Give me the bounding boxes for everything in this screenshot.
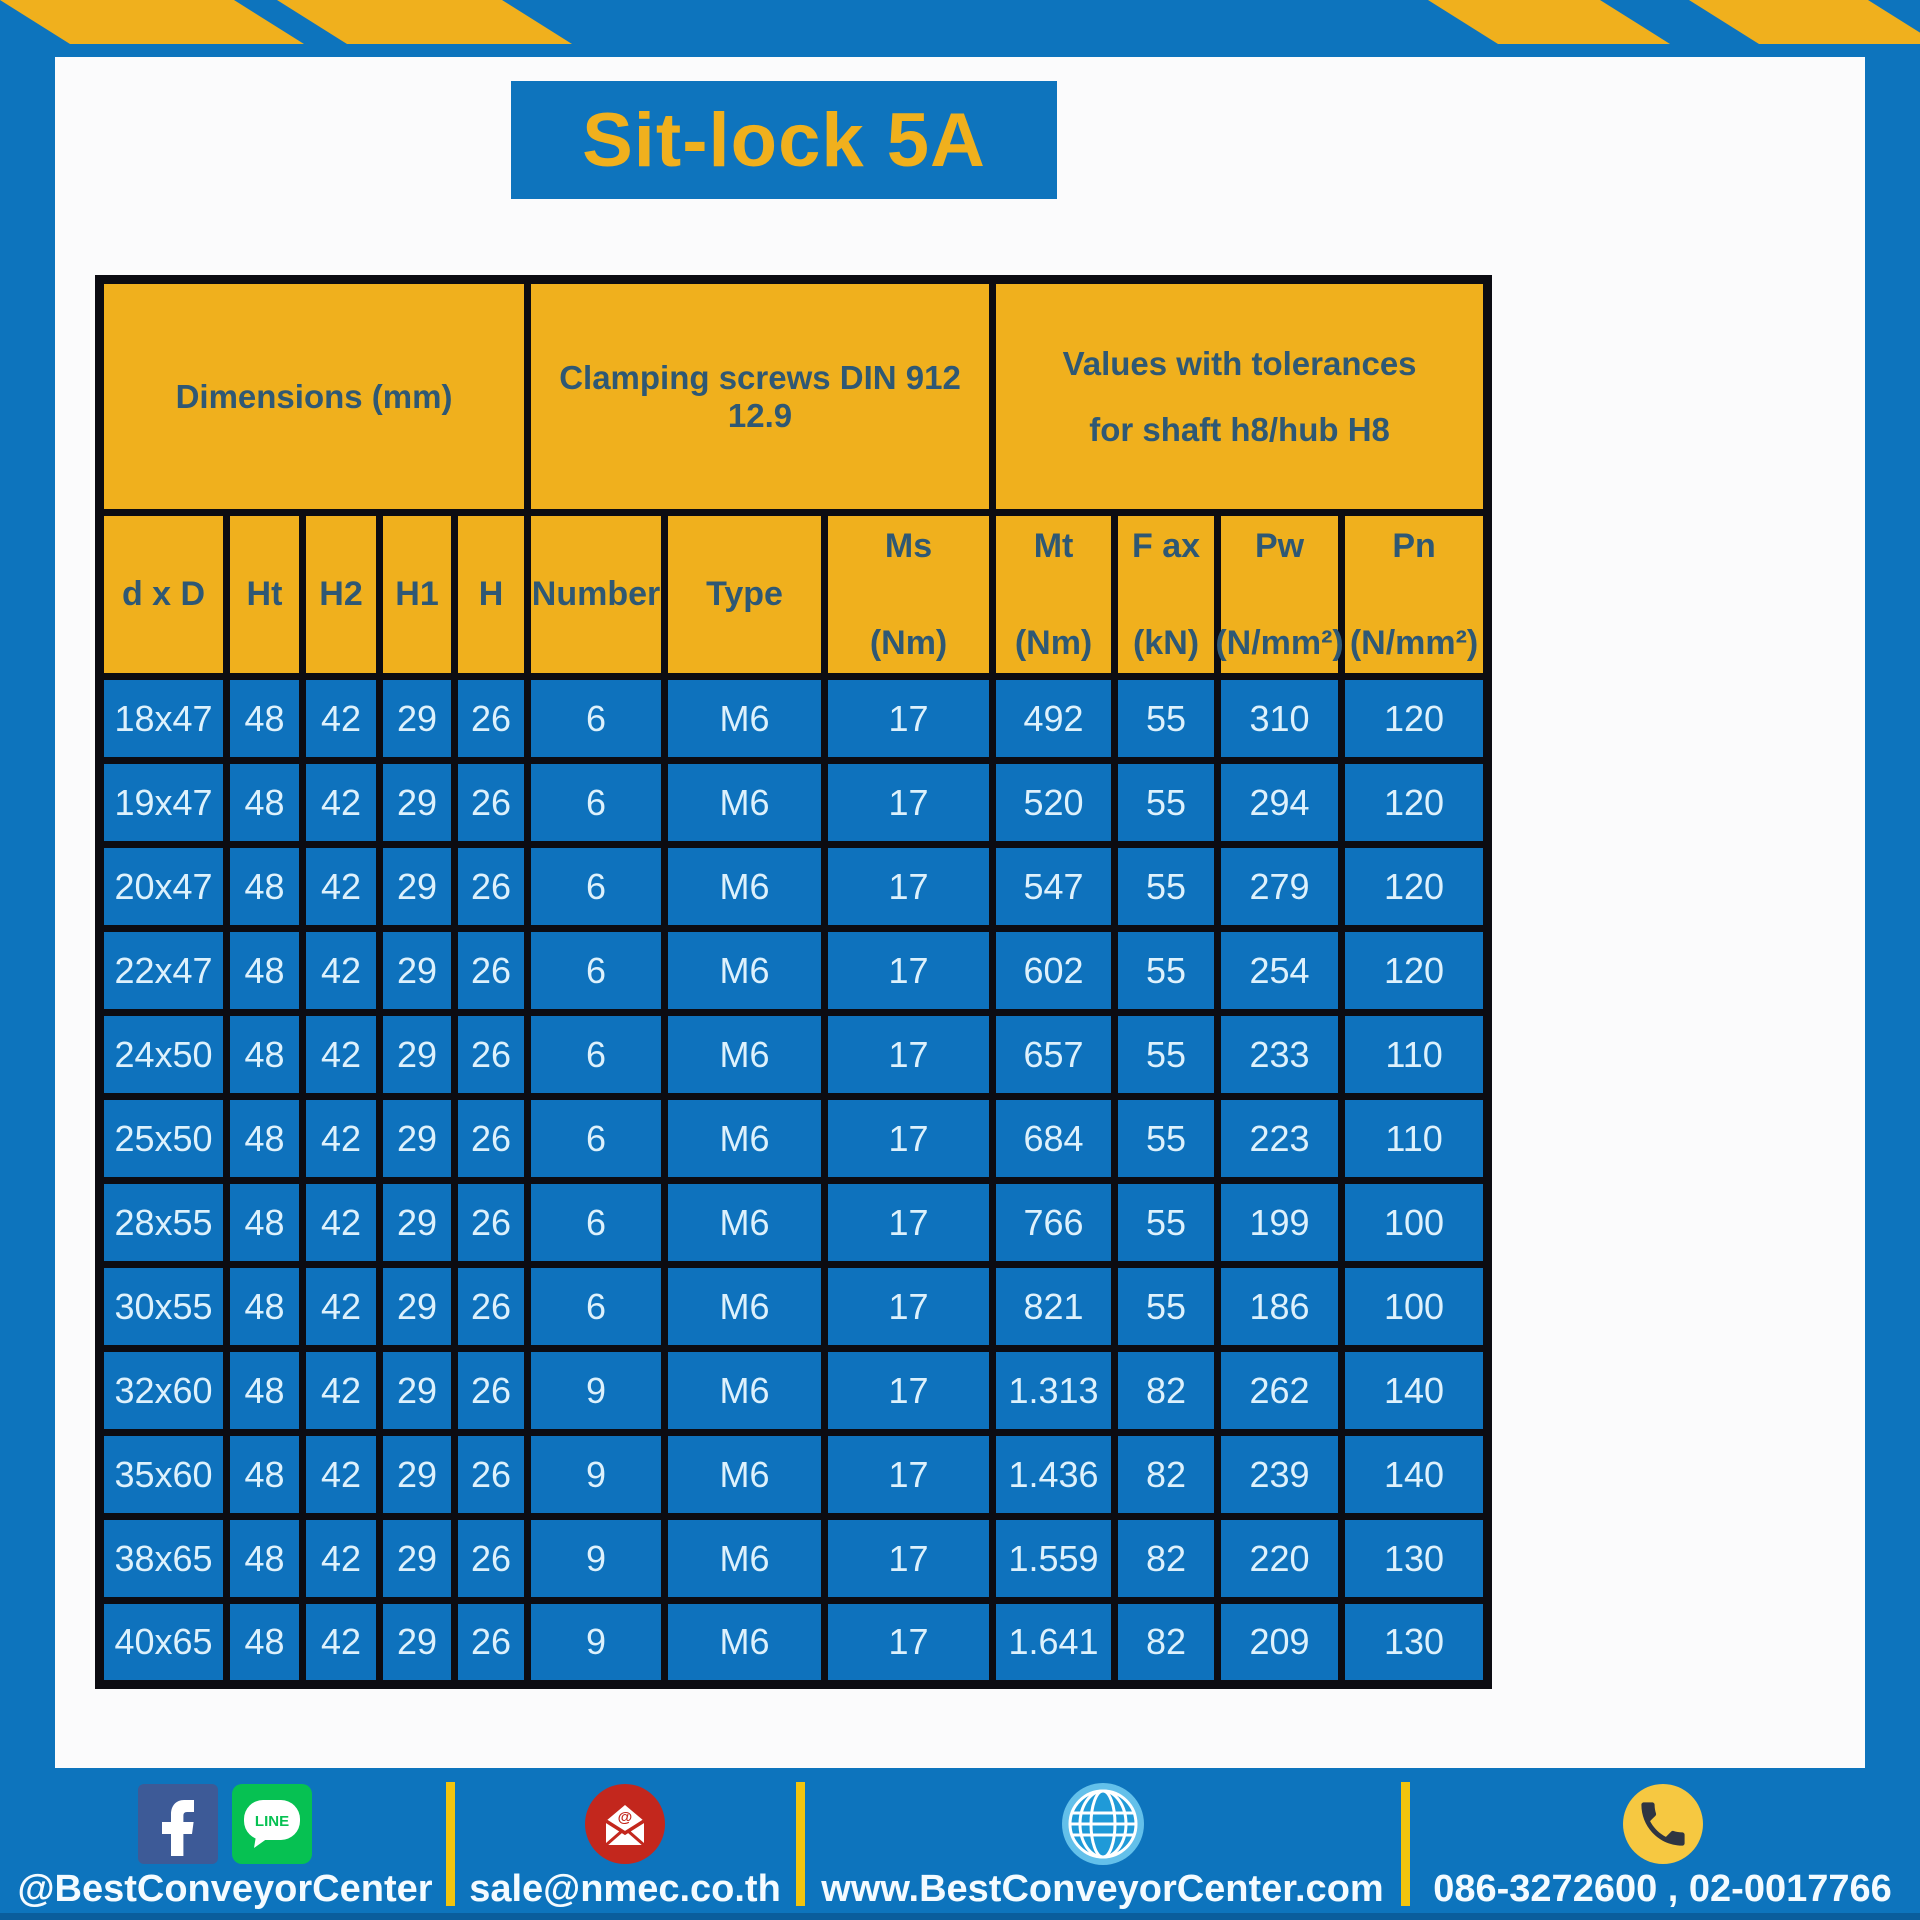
table-cell-mt: 1.313 xyxy=(993,1349,1115,1433)
table-cell-h1: 29 xyxy=(380,1349,455,1433)
globe-icon-row xyxy=(1062,1784,1144,1868)
footer-email-section xyxy=(450,1768,800,1920)
table-cell-h2: 42 xyxy=(303,1433,380,1517)
column-header-pn xyxy=(1342,513,1488,677)
table-cell-type: M6 xyxy=(665,1265,825,1349)
table-cell-h: 26 xyxy=(455,929,528,1013)
column-unit: (Nm) xyxy=(869,623,948,662)
table-cell-pn: 130 xyxy=(1342,1601,1488,1685)
table-cell-f-ax: 82 xyxy=(1115,1433,1218,1517)
table-cell-type: M6 xyxy=(665,1181,825,1265)
table-cell-ms: 17 xyxy=(825,1601,993,1685)
table-cell-h2: 42 xyxy=(303,845,380,929)
column-unit: (N/mm²) xyxy=(1349,623,1479,662)
table-cell-type: M6 xyxy=(665,1013,825,1097)
corner-stripe xyxy=(277,0,587,44)
table-cell-pw: 294 xyxy=(1218,761,1342,845)
table-cell-d-x-d: 18x47 xyxy=(100,677,227,761)
table-cell-type: M6 xyxy=(665,1349,825,1433)
table-cell-h2: 42 xyxy=(303,1349,380,1433)
table-cell-ht: 48 xyxy=(227,1349,303,1433)
top-decorative-band xyxy=(0,0,1920,57)
spec-table xyxy=(95,275,1492,1689)
table-cell-number: 6 xyxy=(528,929,665,1013)
table-cell-pw: 310 xyxy=(1218,677,1342,761)
table-cell-number: 6 xyxy=(528,1265,665,1349)
table-cell-mt: 492 xyxy=(993,677,1115,761)
table-cell-type: M6 xyxy=(665,929,825,1013)
table-cell-pw: 262 xyxy=(1218,1349,1342,1433)
table-cell-ht: 48 xyxy=(227,1517,303,1601)
table-row xyxy=(100,929,1488,1013)
table-cell-pw: 233 xyxy=(1218,1013,1342,1097)
email-icon-row xyxy=(585,1784,665,1868)
column-unit: (N/mm²) xyxy=(1215,623,1344,662)
table-cell-pw: 209 xyxy=(1218,1601,1342,1685)
table-row xyxy=(100,1517,1488,1601)
table-cell-d-x-d: 35x60 xyxy=(100,1433,227,1517)
table-cell-ht: 48 xyxy=(227,1181,303,1265)
table-cell-mt: 657 xyxy=(993,1013,1115,1097)
table-cell-mt: 1.436 xyxy=(993,1433,1115,1517)
table-row xyxy=(100,677,1488,761)
table-cell-number: 6 xyxy=(528,677,665,761)
table-cell-ht: 48 xyxy=(227,1601,303,1685)
table-cell-number: 9 xyxy=(528,1433,665,1517)
table-cell-mt: 766 xyxy=(993,1181,1115,1265)
globe-icon xyxy=(1062,1783,1144,1870)
svg-text:@: @ xyxy=(617,1808,633,1826)
table-row xyxy=(100,1433,1488,1517)
spec-table-wrap xyxy=(95,275,1492,1689)
line-icon-text: LINE xyxy=(254,1812,290,1830)
column-name: F ax xyxy=(1132,526,1201,565)
group-header-dimensions-label: Dimensions (mm) xyxy=(175,377,453,415)
footer-email: sale@nmec.co.th xyxy=(469,1868,781,1910)
table-cell-d-x-d: 20x47 xyxy=(100,845,227,929)
column-header-row xyxy=(100,513,1488,677)
column-name: Ms xyxy=(884,526,933,565)
table-cell-d-x-d: 32x60 xyxy=(100,1349,227,1433)
table-cell-type: M6 xyxy=(665,761,825,845)
table-cell-ms: 17 xyxy=(825,845,993,929)
table-cell-number: 9 xyxy=(528,1601,665,1685)
table-cell-f-ax: 55 xyxy=(1115,1097,1218,1181)
table-cell-ms: 17 xyxy=(825,1517,993,1601)
corner-stripe xyxy=(1689,0,1920,44)
table-cell-h1: 29 xyxy=(380,845,455,929)
bottom-edge-strip xyxy=(0,1913,1920,1920)
table-cell-f-ax: 55 xyxy=(1115,1181,1218,1265)
group-header-values-line2: for shaft h8/hub H8 xyxy=(1089,410,1390,448)
table-cell-h2: 42 xyxy=(303,1013,380,1097)
column-unit: (kN) xyxy=(1132,623,1200,662)
footer xyxy=(0,1768,1920,1920)
corner-stripe xyxy=(0,0,320,44)
table-cell-f-ax: 55 xyxy=(1115,677,1218,761)
table-cell-d-x-d: 30x55 xyxy=(100,1265,227,1349)
table-cell-type: M6 xyxy=(665,1097,825,1181)
table-row xyxy=(100,761,1488,845)
table-cell-pw: 223 xyxy=(1218,1097,1342,1181)
table-row xyxy=(100,1013,1488,1097)
table-cell-h: 26 xyxy=(455,1517,528,1601)
table-cell-ht: 48 xyxy=(227,845,303,929)
column-header-mt xyxy=(993,513,1115,677)
table-cell-number: 6 xyxy=(528,845,665,929)
table-cell-pw: 239 xyxy=(1218,1433,1342,1517)
column-header-pw xyxy=(1215,513,1344,677)
table-cell-h: 26 xyxy=(455,1265,528,1349)
column-header-type: Type xyxy=(665,513,825,677)
table-cell-d-x-d: 19x47 xyxy=(100,761,227,845)
table-cell-d-x-d: 38x65 xyxy=(100,1517,227,1601)
table-cell-ms: 17 xyxy=(825,929,993,1013)
column-header-h: H xyxy=(455,513,528,677)
table-cell-pn: 100 xyxy=(1342,1181,1488,1265)
table-cell-h1: 29 xyxy=(380,761,455,845)
table-cell-h1: 29 xyxy=(380,1097,455,1181)
table-cell-f-ax: 55 xyxy=(1115,845,1218,929)
table-cell-f-ax: 82 xyxy=(1115,1349,1218,1433)
table-cell-f-ax: 55 xyxy=(1115,929,1218,1013)
group-header-values-line1: Values with tolerances xyxy=(1062,344,1417,382)
table-cell-type: M6 xyxy=(665,677,825,761)
table-cell-ms: 17 xyxy=(825,677,993,761)
table-cell-pn: 120 xyxy=(1342,761,1488,845)
table-cell-h2: 42 xyxy=(303,1181,380,1265)
column-unit: (Nm) xyxy=(1014,623,1093,662)
table-cell-h2: 42 xyxy=(303,761,380,845)
column-name: Mt xyxy=(1033,526,1074,565)
group-header-values-tolerances xyxy=(993,280,1488,513)
table-cell-h2: 42 xyxy=(303,677,380,761)
table-row xyxy=(100,1349,1488,1433)
table-cell-h2: 42 xyxy=(303,1601,380,1685)
table-cell-type: M6 xyxy=(665,1433,825,1517)
table-cell-h: 26 xyxy=(455,1601,528,1685)
table-cell-f-ax: 82 xyxy=(1115,1517,1218,1601)
table-row xyxy=(100,1265,1488,1349)
table-cell-h1: 29 xyxy=(380,1601,455,1685)
table-cell-ht: 48 xyxy=(227,1013,303,1097)
footer-phone: 086-3272600 , 02-0017766 xyxy=(1433,1868,1892,1910)
title-banner xyxy=(511,81,1057,199)
column-header-d-x-d: d x D xyxy=(100,513,227,677)
table-cell-h: 26 xyxy=(455,761,528,845)
table-cell-d-x-d: 22x47 xyxy=(100,929,227,1013)
table-cell-h1: 29 xyxy=(380,677,455,761)
table-cell-pw: 279 xyxy=(1218,845,1342,929)
table-cell-ht: 48 xyxy=(227,761,303,845)
group-header-dimensions xyxy=(100,280,528,513)
table-cell-ht: 48 xyxy=(227,1433,303,1517)
page-title: Sit-lock 5A xyxy=(582,97,986,183)
table-cell-ms: 17 xyxy=(825,1433,993,1517)
table-row xyxy=(100,1181,1488,1265)
facebook-icon xyxy=(138,1784,218,1869)
table-cell-mt: 520 xyxy=(993,761,1115,845)
table-cell-h2: 42 xyxy=(303,1265,380,1349)
group-header-row xyxy=(100,280,1488,513)
table-cell-f-ax: 55 xyxy=(1115,1265,1218,1349)
column-header-f-ax xyxy=(1115,513,1218,677)
table-cell-ms: 17 xyxy=(825,1349,993,1433)
table-cell-pw: 254 xyxy=(1218,929,1342,1013)
table-cell-h2: 42 xyxy=(303,1097,380,1181)
table-cell-pn: 100 xyxy=(1342,1265,1488,1349)
table-cell-number: 6 xyxy=(528,1013,665,1097)
table-row xyxy=(100,845,1488,929)
table-cell-h: 26 xyxy=(455,845,528,929)
table-cell-h: 26 xyxy=(455,1181,528,1265)
table-cell-number: 6 xyxy=(528,761,665,845)
table-cell-ms: 17 xyxy=(825,1013,993,1097)
table-cell-ht: 48 xyxy=(227,677,303,761)
table-cell-f-ax: 55 xyxy=(1115,1013,1218,1097)
table-cell-pn: 120 xyxy=(1342,929,1488,1013)
group-header-clamping-screws-label: Clamping screws DIN 912 12.9 xyxy=(559,358,961,434)
table-cell-f-ax: 55 xyxy=(1115,761,1218,845)
footer-website-section xyxy=(800,1768,1405,1920)
table-cell-h: 26 xyxy=(455,1433,528,1517)
table-cell-ht: 48 xyxy=(227,929,303,1013)
table-cell-d-x-d: 24x50 xyxy=(100,1013,227,1097)
table-row xyxy=(100,1097,1488,1181)
column-name: Pn xyxy=(1392,526,1436,565)
table-cell-ht: 48 xyxy=(227,1097,303,1181)
table-cell-type: M6 xyxy=(665,1517,825,1601)
table-cell-pw: 199 xyxy=(1218,1181,1342,1265)
table-cell-number: 6 xyxy=(528,1097,665,1181)
table-cell-type: M6 xyxy=(665,1601,825,1685)
table-cell-mt: 547 xyxy=(993,845,1115,929)
social-icons-row xyxy=(138,1784,312,1868)
table-cell-d-x-d: 25x50 xyxy=(100,1097,227,1181)
table-cell-pw: 186 xyxy=(1218,1265,1342,1349)
table-cell-h: 26 xyxy=(455,677,528,761)
table-cell-mt: 1.641 xyxy=(993,1601,1115,1685)
column-header-h1: H1 xyxy=(380,513,455,677)
spec-table-body xyxy=(100,677,1488,1685)
footer-website: www.BestConveyorCenter.com xyxy=(821,1868,1384,1910)
footer-divider xyxy=(796,1782,805,1906)
table-cell-number: 9 xyxy=(528,1349,665,1433)
table-cell-mt: 1.559 xyxy=(993,1517,1115,1601)
table-cell-pn: 130 xyxy=(1342,1517,1488,1601)
table-cell-mt: 684 xyxy=(993,1097,1115,1181)
line-icon xyxy=(232,1784,312,1869)
table-cell-ms: 17 xyxy=(825,761,993,845)
table-cell-h1: 29 xyxy=(380,929,455,1013)
table-cell-ms: 17 xyxy=(825,1097,993,1181)
table-cell-pn: 120 xyxy=(1342,677,1488,761)
table-cell-h1: 29 xyxy=(380,1517,455,1601)
footer-phone-section xyxy=(1405,1768,1920,1920)
phone-icon-row xyxy=(1623,1784,1703,1868)
table-cell-pn: 110 xyxy=(1342,1097,1488,1181)
phone-icon xyxy=(1623,1784,1703,1869)
table-cell-pw: 220 xyxy=(1218,1517,1342,1601)
table-cell-h1: 29 xyxy=(380,1265,455,1349)
table-cell-number: 9 xyxy=(528,1517,665,1601)
table-cell-pn: 120 xyxy=(1342,845,1488,929)
footer-social-section xyxy=(0,1768,450,1920)
email-icon xyxy=(585,1784,665,1869)
column-header-ht: Ht xyxy=(227,513,303,677)
table-row xyxy=(100,1601,1488,1685)
table-cell-h2: 42 xyxy=(303,929,380,1013)
column-header-number: Number xyxy=(528,513,665,677)
table-cell-f-ax: 82 xyxy=(1115,1601,1218,1685)
table-cell-h: 26 xyxy=(455,1013,528,1097)
table-cell-d-x-d: 40x65 xyxy=(100,1601,227,1685)
table-cell-h2: 42 xyxy=(303,1517,380,1601)
footer-facebook-handle: @BestConveyorCenter xyxy=(17,1868,433,1910)
table-cell-ms: 17 xyxy=(825,1265,993,1349)
column-header-h2: H2 xyxy=(303,513,380,677)
table-cell-pn: 110 xyxy=(1342,1013,1488,1097)
footer-divider xyxy=(446,1782,455,1906)
table-cell-h1: 29 xyxy=(380,1181,455,1265)
table-cell-h: 26 xyxy=(455,1097,528,1181)
column-header-ms xyxy=(825,513,993,677)
footer-divider xyxy=(1401,1782,1410,1906)
table-cell-d-x-d: 28x55 xyxy=(100,1181,227,1265)
table-cell-mt: 821 xyxy=(993,1265,1115,1349)
column-name: Pw xyxy=(1254,526,1305,565)
table-cell-number: 6 xyxy=(528,1181,665,1265)
table-cell-pn: 140 xyxy=(1342,1433,1488,1517)
table-cell-h1: 29 xyxy=(380,1013,455,1097)
table-cell-h1: 29 xyxy=(380,1433,455,1517)
table-cell-mt: 602 xyxy=(993,929,1115,1013)
table-cell-ht: 48 xyxy=(227,1265,303,1349)
table-cell-ms: 17 xyxy=(825,1181,993,1265)
corner-stripe xyxy=(1428,0,1688,44)
group-header-clamping-screws xyxy=(528,280,993,513)
table-cell-h: 26 xyxy=(455,1349,528,1433)
table-cell-pn: 140 xyxy=(1342,1349,1488,1433)
table-cell-type: M6 xyxy=(665,845,825,929)
